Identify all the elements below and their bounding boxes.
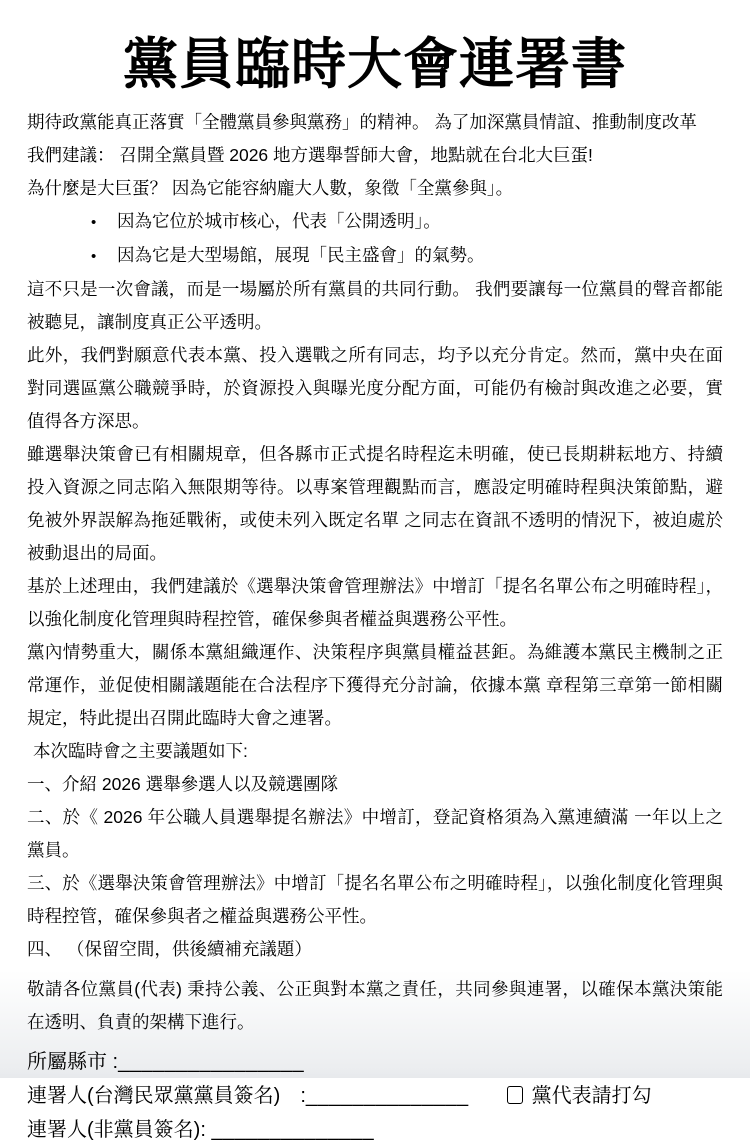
agenda-item-1: 一、介紹 2026 選舉參選人以及競選團隊 [27, 774, 339, 794]
party-rep-checkbox-label: 黨代表請打勾 [531, 1085, 652, 1107]
amendment-proposal-paragraph: 基於上述理由，我們建議於《選舉決策會管理辦法》中增訂「提名名單公布之明確時程」，以強化制度化管理與時程控管，確保參與者權益與選務公平性。 [27, 576, 723, 629]
county-field-line [27, 1045, 723, 1079]
reasons-list [27, 205, 723, 273]
list-item [91, 239, 723, 273]
proposal-paragraph: 我們建議： 召開全黨員暨 2026 地方選舉誓師大會，地點就在台北大巨蛋! [27, 145, 593, 165]
party-charter-paragraph: 黨內情勢重大，關係本黨組織運作、決策程序與黨員權益甚鉅。為維護本黨民主機制之正常運作，並促使相關議題能在合法程序下獲得充分討論，依據本黨 章程第三章第一節相關規定，特此提出召開此臨時大會之連署。 [27, 642, 723, 728]
county-blank-field[interactable]: ________________ [118, 1051, 305, 1073]
closing-paragraph: 敬請各位黨員(代表) 秉持公義、公正與對本黨之責任，共同參與連署，以確保本黨決策能在透明、負責的架構下進行。 [27, 979, 723, 1032]
bullet-icon: • [91, 248, 97, 265]
agenda-heading: 本次臨時會之主要議題如下: [33, 741, 248, 761]
list-item [91, 205, 723, 239]
signature-form [27, 1045, 723, 1147]
member-signature-blank-field[interactable]: ______________ [305, 1085, 469, 1107]
agenda-item-3: 三、於《選舉決策會管理辦法》中增訂「提名名單公布之明確時程」，以強化制度化管理與時程控管，確保參與者之權益與選務公平性。 [27, 873, 723, 926]
bullet-text: 因為它是大型場館，展現「民主盛會」的氣勢。 [117, 245, 485, 265]
nonmember-signature-label: 連署人(非黨員簽名): [27, 1119, 212, 1141]
agenda-item-4: 四、 （保留空間，供後續補充議題） [27, 939, 312, 959]
county-label: 所屬縣市 : [27, 1051, 119, 1073]
intro-paragraph: 期待政黨能真正落實「全體黨員參與黨務」的精神。 為了加深黨員情誼、推動制度改革 [27, 112, 697, 132]
bullet-icon: • [91, 214, 97, 231]
party-rep-checkbox[interactable] [507, 1086, 523, 1104]
nonmember-signature-line [27, 1113, 723, 1147]
why-dome-paragraph: 為什麼是大巨蛋？ 因為它能容納龐大人數，象徵「全黨參與」。 [27, 178, 514, 198]
common-action-paragraph: 這不只是一次會議，而是一場屬於所有黨員的共同行動。 我們要讓每一位黨員的聲音都能被聽見，讓制度真正公平透明。 [27, 279, 723, 332]
nonmember-signature-blank-field[interactable]: ______________ [211, 1119, 375, 1141]
member-signature-line [27, 1079, 723, 1113]
member-signature-label: 連署人(台灣民眾黨黨員簽名) : [27, 1085, 306, 1107]
bullet-text: 因為它位於城市核心，代表「公開透明」。 [117, 211, 441, 231]
document-title: 黨員臨時大會連署書 [122, 33, 627, 95]
resource-allocation-paragraph: 此外，我們對願意代表本黨、投入選戰之所有同志，均予以充分肯定。然而，黨中央在面對同選區黨公職競爭時，於資源投入與曝光度分配方面，可能仍有檢討與改進之必要，實值得各方深思。 [27, 345, 723, 431]
agenda-item-2: 二、於《 2026 年公職人員選舉提名辦法》中增訂，登記資格須為入黨連續滿 一年以上之黨員。 [27, 807, 723, 860]
nomination-schedule-paragraph: 雖選舉決策會已有相關規章，但各縣市正式提名時程迄未明確，使已長期耕耘地方、持續投入資源之同志陷入無限期等待。以專案管理觀點而言，應設定明確時程與決策節點，避免被外界誤解為拖延戰術，或使未列入既定名單 之同志在資訊不透明的情況下，被迫處於被動退出的局面。 [27, 444, 723, 563]
